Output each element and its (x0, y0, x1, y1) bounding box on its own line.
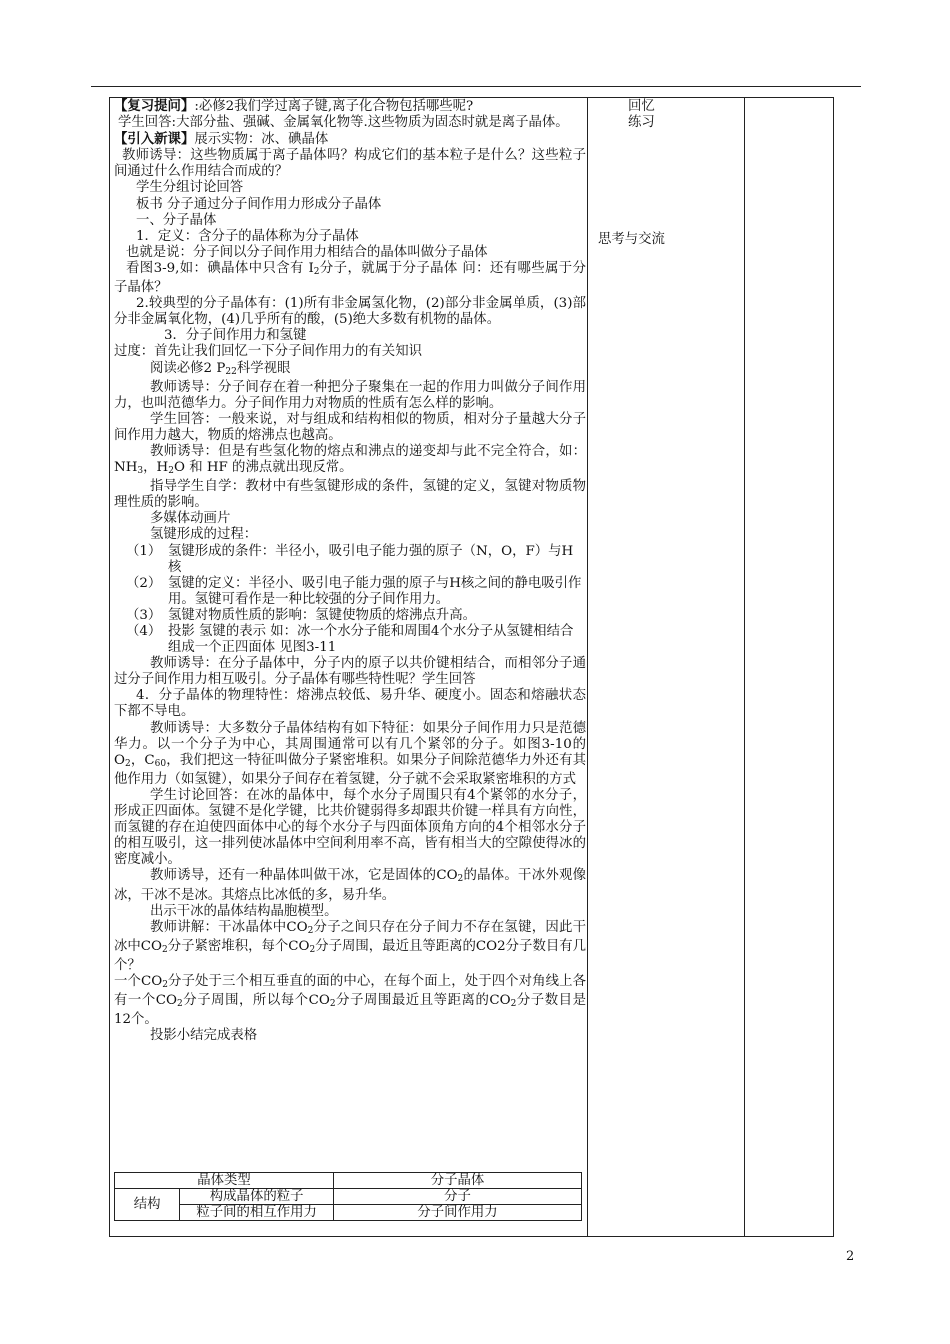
multimedia-note: 多媒体动画片 (150, 511, 231, 527)
summary-row-label: 粒子间的相互作用力 (180, 1205, 334, 1221)
definition-explained: 也就是说：分子间以分子间作用力相结合的晶体叫做分子晶体 (126, 244, 488, 260)
new-lesson-label: 【引入新课】 (114, 131, 195, 148)
teacher-explanation-dry-ice: 教师讲解：干冰晶体中$CO_2$分子之间只存在分子间力不存在氢键，因此干冰中$CO_2$分子紧密堆积，每个$CO_2$分子周围，最近且等距离的CO2分子数目有几个？ (114, 919, 587, 973)
teacher-prompt-vdw: 教师诱导：分子间存在着一种把分子聚集在一起的作用力叫做分子间作用力，也叫范德华力。分子间作用力对物质的性质有怎么样的影响。 (114, 379, 586, 411)
teacher-prompt-anomaly: 教师诱导：但是有些氢化物的熔点和沸点的递变却与此不完全符合，如：$NH_3$，$H_2O$ 和 HF 的沸点就出现反常。 (114, 443, 586, 477)
activity-practice: 练习 (628, 115, 655, 130)
teacher-prompt-dry-ice: 教师诱导，还有一种晶体叫做干冰，它是固体的$CO_2$的晶体。干冰外观像冰，干冰不是冰。其熔点比冰低的多，易升华。 (114, 868, 586, 903)
summary-row-value: 分子间作用力 (334, 1205, 582, 1221)
header-rule (91, 86, 861, 87)
board-note: 板书 分子通过分子间作用力形成分子晶体 (136, 196, 382, 212)
student-answer-1: 学生回答:大部分盐、强碱、金属氧化物等.这些物质为固态时就是离子晶体。 (118, 115, 569, 131)
review-label: 【复习提问】 (114, 98, 195, 114)
activity-recall: 回忆 (628, 99, 655, 114)
activity-think: 思考与交流 (598, 232, 665, 247)
self-study-guide: 指导学生自学：教材中有些氢键形成的条件，氢键的定义，氢键对物质物理性质的影响。 (114, 479, 586, 511)
summary-instruction: 投影小结完成表格 (150, 1028, 258, 1044)
teaching-content-column (109, 97, 588, 1237)
transition: 过度：首先让我们回忆一下分子间作用力的有关知识 (114, 344, 422, 360)
physical-properties: 4．分子晶体的物理特性：熔沸点较低、易升华、硬度小。固态和熔融状态下都不导电。 (114, 688, 586, 720)
summary-structure-label: 结构 (115, 1189, 180, 1221)
new-lesson-intro: 【引入新课】展示实物：冰、碘晶体 (114, 131, 329, 148)
activity-recall-practice (628, 99, 655, 131)
student-discussion-ice: 学生讨论回答：在冰的晶体中，每个水分子周围只有4个紧邻的水分子，形成正四面体。氢键不是化学键，比共价键弱得多却跟共价键一样具有方向性，而氢键的存在迫使四面体中心的每个水分子与四面体顶角方向的4个相邻水分子的相互吸引，这一排列使冰晶体中空间利用率不高，皆有相当大的空隙使得冰的密度减小。 (114, 787, 586, 868)
teacher-prompt-1: 教师诱导：这些物质属于离子晶体吗？构成它们的基本粒子是什么？这些粒子间通过什么作用结合而成的？ (114, 148, 586, 180)
summary-table (114, 1172, 582, 1221)
list-item: （1） 氢键形成的条件：半径小，吸引电子能力强的原子（N，O，F）与H核 (126, 543, 574, 575)
summary-header-type: 晶体类型 (115, 1173, 334, 1189)
list-item: （4） 投影 氢键的表示 如：冰一个水分子能和周围4个水分子从氢键相结合组成一个正四面体 见图3-11 (126, 624, 574, 656)
student-answer-vdw: 学生回答：一般来说，对与组成和结构相似的物质，相对分子量越大分子间作用力越大，物质的熔沸点也越高。 (114, 411, 586, 443)
list-item: （2） 氢键的定义：半径小、吸引电子能力强的原子与H核之间的静电吸引作用。氢键可看作是一种比较强的分子间作用力。 (126, 575, 582, 607)
section-heading-molecular-crystal: 一、分子晶体 (136, 212, 217, 228)
summary-header-molecular: 分子晶体 (334, 1173, 582, 1189)
review-question: 【复习提问】:必修2我们学过离子键,离子化合物包括哪些呢? (114, 98, 474, 114)
dry-ice-model: 出示干冰的晶体结构晶胞模型。 (150, 903, 338, 919)
hydrogen-bond-process: 氢键形成的过程： (150, 527, 258, 543)
co2-neighbor-answer: 一个$CO_2$分子处于三个相互垂直的面的中心，在每个面上，处于四个对角线上各有一个$CO_2$分子周围，所以每个$CO_2$分子周围最近且等距离的$CO_2$分子数目是12个。 (114, 973, 586, 1028)
figure-3-9-note: 看图3-9,如：碘晶体中只含有 $I_2$分子，就属于分子晶体 问：还有哪些属于分子晶体？ (114, 260, 586, 296)
definition: 1．定义：含分子的晶体称为分子晶体 (136, 228, 359, 244)
teacher-prompt-packing: 教师诱导：大多数分子晶体结构有如下特征：如果分子间作用力只是范德华力。以一个分子为中心，其周围通常可以有几个紧邻的分子。如图3-10的$O_2$，$C_{60}$，我们把这一特征叫做分子紧密堆积。如果分子间除范德华力外还有其他作用力（如氢键），如果分子间存在着氢键，分子就不会采取紧密堆积的方式 (114, 720, 587, 787)
teacher-prompt-properties: 教师诱导：在分子晶体中，分子内的原子以共价键相结合，而相邻分子通过分子间作用力相互吸引。分子晶体有哪些特性呢？学生回答 (114, 656, 586, 688)
summary-row-value: 分子 (334, 1189, 582, 1205)
section-heading-intermolecular: 3．分子间作用力和氢键 (164, 328, 307, 344)
summary-row-label: 构成晶体的粒子 (180, 1189, 334, 1205)
teaching-content (114, 98, 586, 1044)
list-item: （3） 氢键对物质性质的影响：氢键使物质的熔沸点升高。 (126, 607, 476, 623)
student-activity-column (588, 97, 744, 1237)
typical-molecular-crystals: 2.较典型的分子晶体有：(1)所有非金属氢化物，(2)部分非金属单质，(3)部分非金属氧化物，(4)几乎所有的酸，(5)绝大多数有机物的晶体。 (114, 296, 586, 328)
notes-column (744, 97, 834, 1237)
group-discussion: 学生分组讨论回答 (136, 180, 244, 196)
reading-note: 阅读必修2 $P_{22}$科学视眼 (150, 360, 291, 377)
lesson-plan-table (109, 97, 834, 1239)
page-number: 2 (846, 1249, 855, 1264)
